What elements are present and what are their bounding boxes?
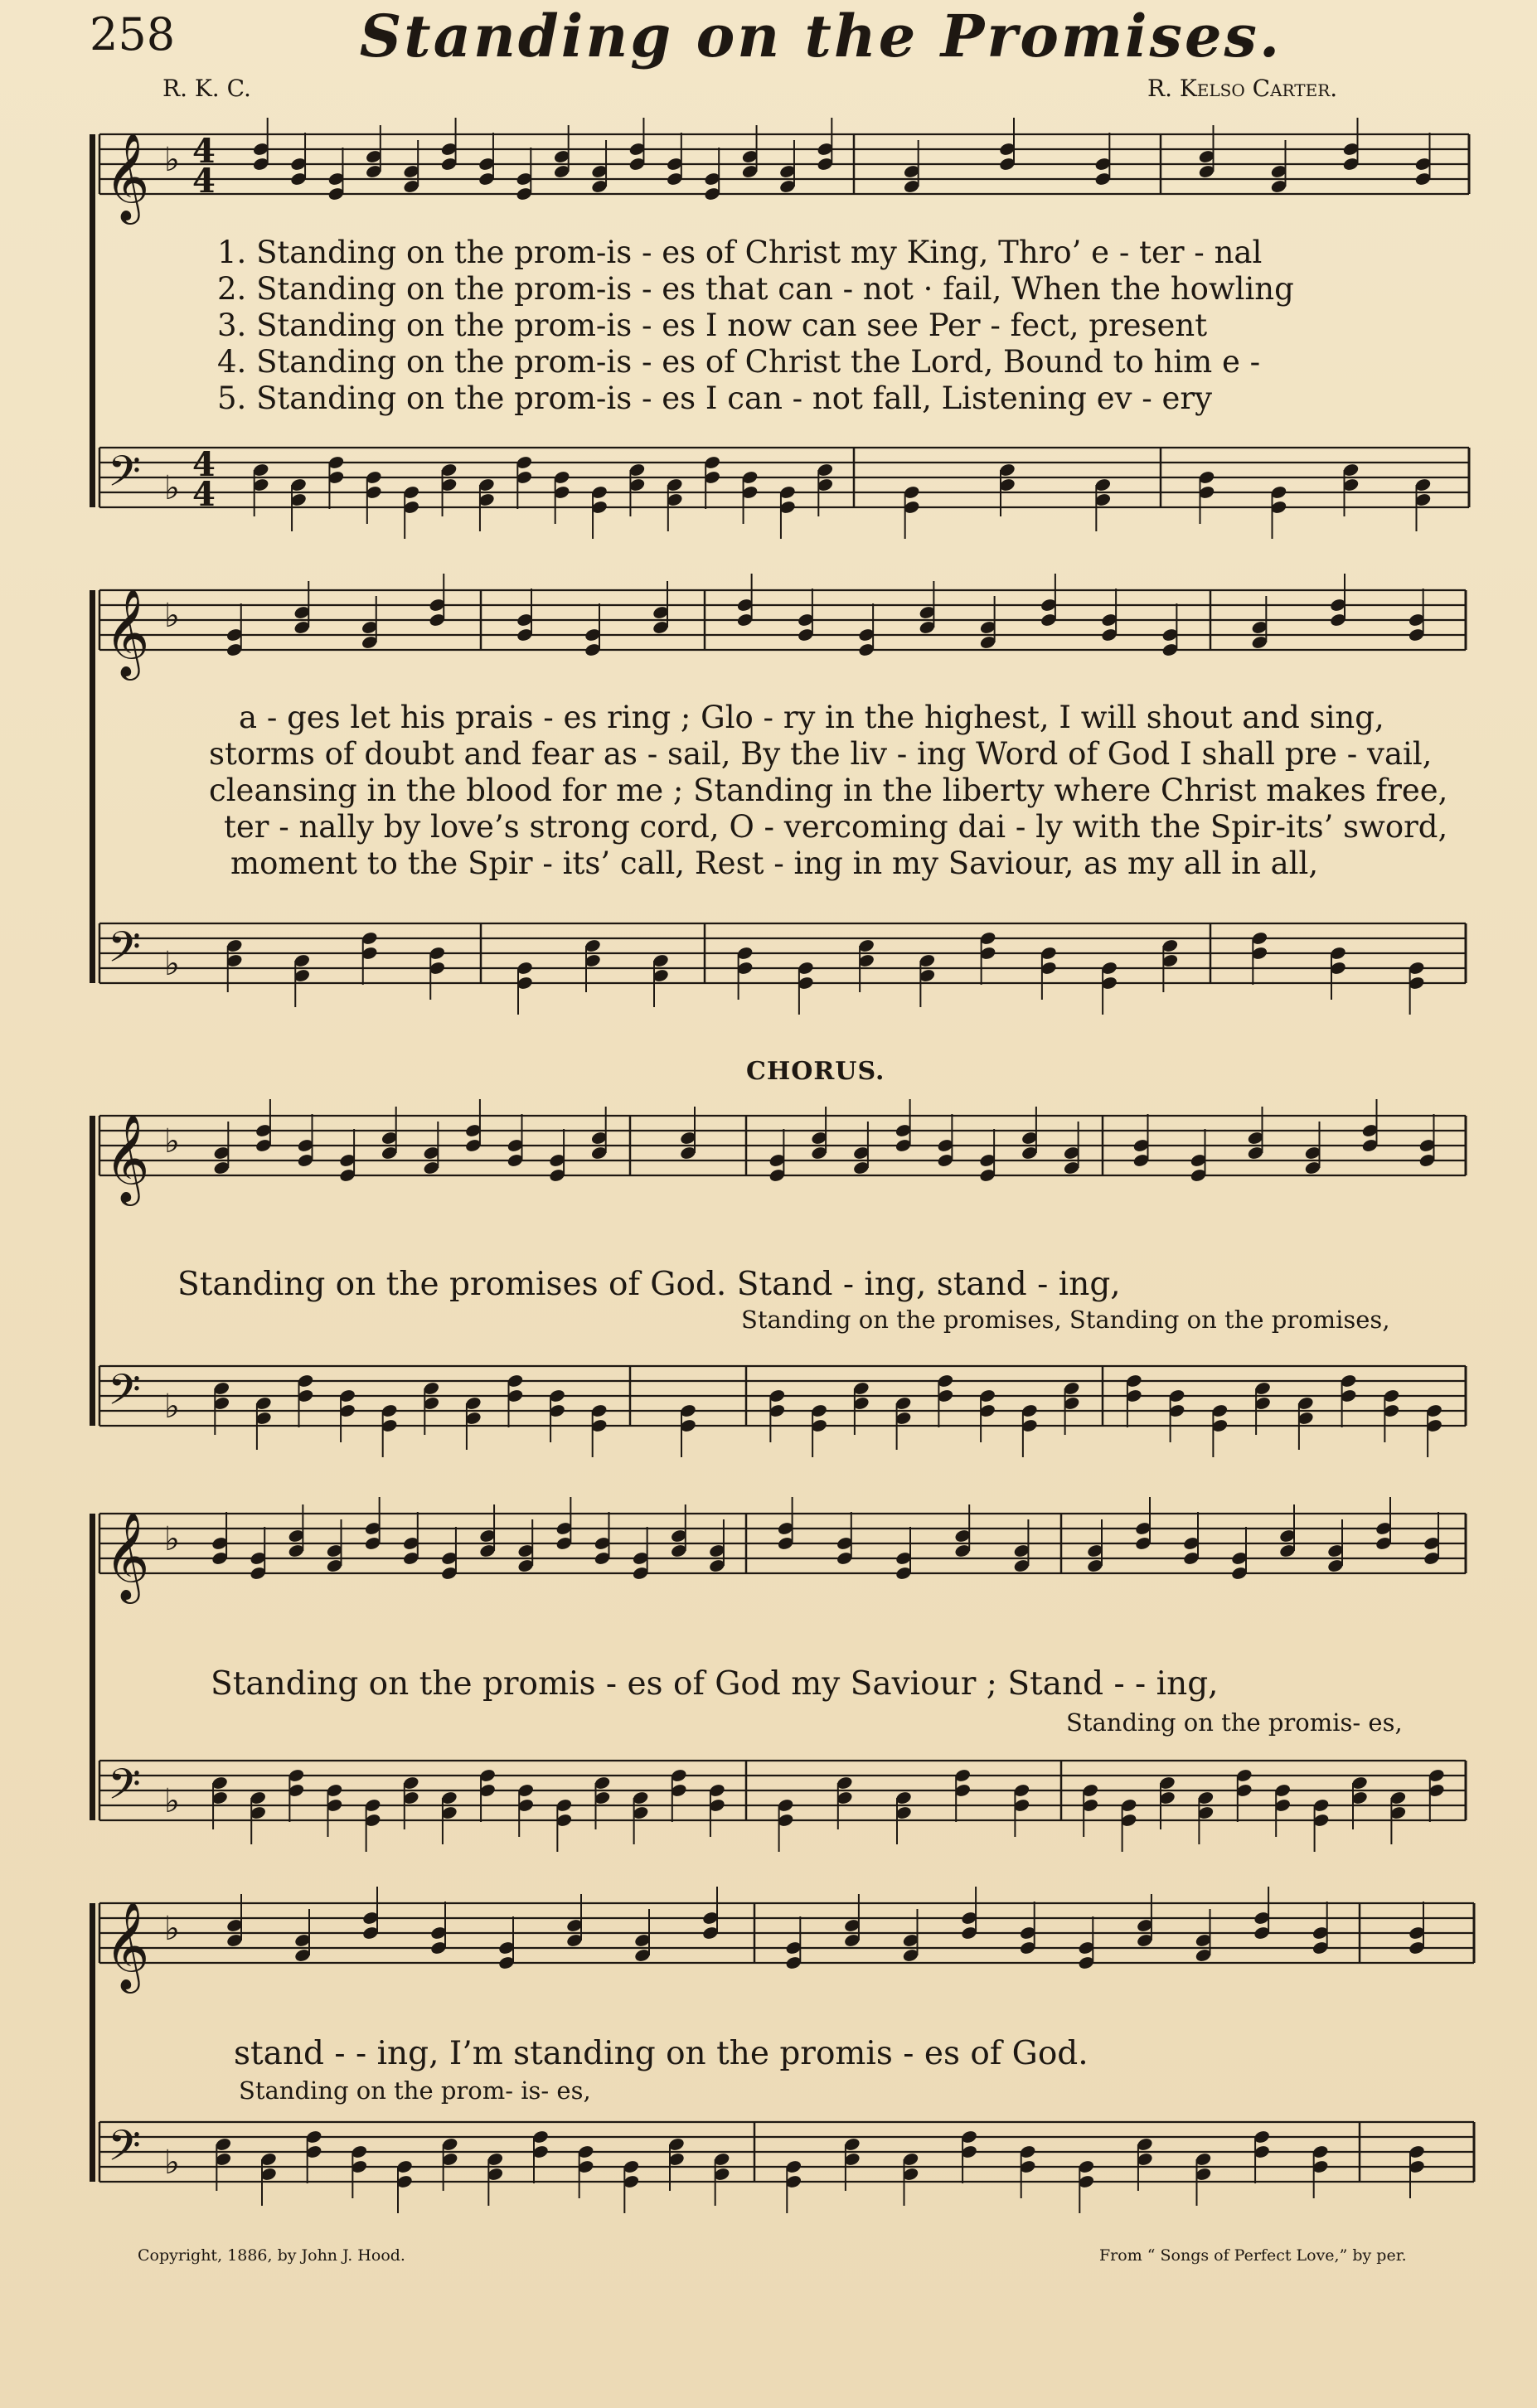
verse-1-line-a: 1. Standing on the prom-is - es of Christ my King, Thro’ e - ter - nal [217,235,1263,270]
system-bracket [90,590,95,983]
flat-sign-icon: ♭ [164,1388,180,1426]
system-bracket [90,1514,95,1820]
treble-clef-icon: 𝄞 [104,1511,150,1600]
verse-3-line-b: cleansing in the blood for me ; Standing in the liberty where Christ makes free, [209,773,1448,808]
chorus-bass-lyric-1: Standing on the promises, Standing on the promises, [741,1306,1390,1334]
verse-3-line-a: 3. Standing on the prom-is - es I now can see Per - fect, present [217,308,1208,343]
time-signature: 4 [192,132,216,171]
treble-clef-icon: 𝄞 [104,132,150,220]
system-bracket [90,1903,95,2182]
verse-1-line-b: a - ges let his prais - es ring ; Glo - ry in the highest, I will shout and sing, [239,700,1384,735]
treble-clef-icon: 𝄞 [104,588,150,676]
page-number: 258 [90,8,176,61]
chorus-bass-lyric-2: Standing on the promis- es, [1066,1708,1403,1737]
bass-clef-icon: 𝄢 [108,922,141,982]
time-signature: 4 [192,475,216,514]
music-credit: R. Kelso Carter. [1147,75,1338,102]
bass-clef-icon: 𝄢 [108,446,141,506]
bass-clef-icon: 𝄢 [108,1364,141,1425]
flat-sign-icon: ♭ [164,1782,180,1820]
chorus-lyric-1: Standing on the promises of God. Stand - ing, stand - ing, [177,1266,1121,1303]
time-signature: 4 [192,162,216,201]
bass-clef-icon: 𝄢 [108,1759,141,1819]
verse-4-line-a: 4. Standing on the prom-is - es of Christ the Lord, Bound to him e - [217,344,1261,380]
flat-sign-icon: ♭ [164,2144,180,2182]
verse-2-line-b: storms of doubt and fear as - sail, By the liv - ing Word of God I shall pre - vail, [209,736,1433,772]
treble-clef-icon: 𝄞 [104,1113,150,1202]
verse-4-line-b: ter - nally by love’s strong cord, O - vercoming dai - ly with the Spir-its’ sword, [224,809,1448,845]
bass-clef-icon: 𝄢 [108,2120,141,2181]
words-credit: R. K. C. [162,75,251,102]
flat-sign-icon: ♭ [164,1910,180,1948]
chorus-bass-lyric-3: Standing on the prom- is- es, [239,2076,591,2105]
verse-5-line-a: 5. Standing on the prom-is - es I can - not fall, Listening ev - ery [217,380,1213,416]
source-note: From “ Songs of Perfect Love,” by per. [1099,2246,1407,2265]
system-bracket [90,134,95,507]
flat-sign-icon: ♭ [164,597,180,635]
copyright-notice: Copyright, 1886, by John J. Hood. [138,2246,405,2265]
hymn-title: Standing on the Promises. [359,2,1282,70]
system-bracket [90,1116,95,1426]
flat-sign-icon: ♭ [164,945,180,983]
flat-sign-icon: ♭ [164,141,180,179]
verse-5-line-b: moment to the Spir - its’ call, Rest - ing in my Saviour, as my all in all, [230,845,1319,881]
chorus-lyric-3: stand - - ing, I’m standing on the promis - es of God. [234,2035,1089,2072]
treble-clef-icon: 𝄞 [104,1901,150,1989]
verse-2-line-a: 2. Standing on the prom-is - es that can - not · fail, When the howling [217,271,1294,307]
time-signature: 4 [192,445,216,484]
chorus-lyric-2: Standing on the promis - es of God my Saviour ; Stand - - ing, [211,1665,1219,1703]
chorus-label: CHORUS. [746,1057,885,1086]
flat-sign-icon: ♭ [164,1520,180,1558]
flat-sign-icon: ♭ [164,1122,180,1160]
flat-sign-icon: ♭ [164,469,180,507]
